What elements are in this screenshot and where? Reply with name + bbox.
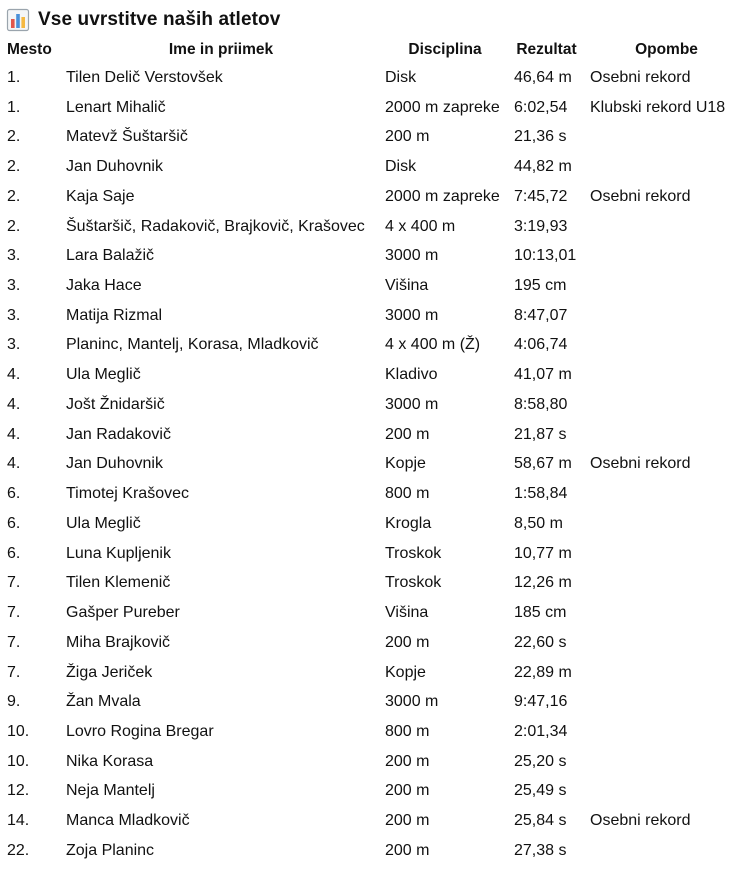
cell-result: 25,20 s — [514, 752, 567, 770]
cell-name: Gašper Pureber — [66, 604, 180, 622]
cell-notes — [585, 122, 748, 152]
cell-place: 6. — [7, 514, 21, 532]
cell-name: Matevž Šuštaršič — [66, 128, 188, 146]
results-table — [0, 36, 748, 866]
cell-result: 21,87 s — [514, 425, 567, 443]
cell-result: 58,67 m — [514, 455, 572, 473]
header-discipline: Disciplina — [408, 40, 482, 58]
table-row — [0, 420, 748, 450]
cell-place: 10. — [7, 752, 30, 770]
cell-notes: Osebni rekord — [590, 68, 691, 86]
table-row — [0, 568, 748, 598]
cell-result: 22,60 s — [514, 633, 567, 651]
cell-notes — [585, 509, 748, 539]
cell-discipline: 2000 m zapreke — [385, 187, 500, 205]
cell-discipline: 2000 m zapreke — [385, 98, 500, 116]
page-header — [6, 6, 280, 34]
cell-name: Luna Kupljenik — [66, 544, 171, 562]
cell-place: 3. — [7, 247, 21, 265]
cell-discipline: 800 m — [385, 723, 430, 741]
cell-notes — [585, 331, 748, 361]
cell-name: Lenart Mihalič — [66, 98, 166, 116]
bar-chart-icon — [6, 8, 30, 32]
cell-discipline: Disk — [385, 158, 417, 176]
cell-name: Tilen Klemenič — [66, 574, 171, 592]
cell-discipline: Višina — [385, 277, 429, 294]
table-row — [0, 63, 748, 93]
cell-result: 41,07 m — [514, 366, 572, 384]
table-row — [0, 598, 748, 628]
cell-result: 25,84 s — [514, 812, 567, 830]
cell-result: 25,49 s — [514, 782, 567, 800]
cell-discipline: 200 m — [385, 425, 430, 443]
cell-name: Jan Radakovič — [66, 425, 171, 443]
cell-place: 3. — [7, 277, 21, 294]
cell-discipline: Višina — [385, 604, 429, 622]
cell-place: 2. — [7, 158, 21, 176]
cell-name: Šuštaršič, Radakovič, Brajkovič, Krašovec — [66, 217, 365, 235]
table-row — [0, 331, 748, 361]
cell-result: 27,38 s — [514, 841, 567, 859]
cell-notes — [585, 539, 748, 569]
page-title: Vse uvrstitve naših atletov — [38, 9, 281, 30]
cell-result: 12,26 m — [514, 574, 572, 592]
cell-name: Manca Mladkovič — [66, 812, 190, 830]
cell-name: Ula Meglič — [66, 366, 141, 384]
cell-result: 1:58,84 — [514, 485, 568, 503]
cell-result: 6:02,54 — [514, 98, 568, 116]
cell-discipline: 3000 m — [385, 247, 439, 265]
table-row — [0, 212, 748, 242]
cell-notes — [585, 301, 748, 331]
table-row — [0, 390, 748, 420]
cell-place: 4. — [7, 425, 21, 443]
header-result: Rezultat — [516, 40, 577, 58]
cell-discipline: Kladivo — [385, 366, 438, 384]
cell-discipline: 200 m — [385, 841, 430, 859]
table-header-row — [0, 36, 748, 63]
table-row — [0, 93, 748, 123]
cell-discipline: Krogla — [385, 514, 432, 532]
cell-notes: Klubski rekord U18 — [590, 98, 726, 116]
cell-notes — [585, 747, 748, 777]
table-row — [0, 628, 748, 658]
cell-notes — [585, 390, 748, 420]
cell-name: Lovro Rogina Bregar — [66, 723, 214, 741]
cell-name: Timotej Krašovec — [66, 485, 189, 503]
cell-notes — [585, 241, 748, 271]
cell-notes — [585, 152, 748, 182]
cell-place: 6. — [7, 485, 21, 503]
cell-place: 6. — [7, 544, 21, 562]
cell-discipline: 200 m — [385, 752, 430, 770]
table-row — [0, 152, 748, 182]
cell-result: 8:47,07 — [514, 306, 568, 324]
cell-place: 7. — [7, 633, 21, 651]
cell-discipline: 800 m — [385, 485, 430, 503]
cell-place: 4. — [7, 455, 21, 473]
table-row — [0, 747, 748, 777]
cell-name: Žiga Jeriček — [66, 663, 153, 681]
table-row — [0, 241, 748, 271]
cell-discipline: 3000 m — [385, 306, 439, 324]
cell-place: 2. — [7, 128, 21, 146]
cell-place: 4. — [7, 366, 21, 384]
cell-place: 7. — [7, 574, 21, 592]
cell-place: 4. — [7, 395, 21, 413]
cell-place: 14. — [7, 812, 30, 830]
cell-notes — [585, 212, 748, 242]
cell-place: 2. — [7, 187, 21, 205]
cell-name: Tilen Delič Verstovšek — [66, 68, 223, 86]
cell-discipline: 200 m — [385, 633, 430, 651]
cell-notes — [585, 658, 748, 688]
cell-notes — [585, 717, 748, 747]
cell-result: 22,89 m — [514, 663, 572, 681]
cell-name: Kaja Saje — [66, 187, 135, 205]
cell-discipline: 200 m — [385, 128, 430, 146]
cell-name: Planinc, Mantelj, Korasa, Mladkovič — [66, 336, 319, 354]
cell-result: 10:13,01 — [514, 247, 577, 265]
cell-name: Žan Mvala — [66, 693, 141, 711]
cell-notes — [585, 479, 748, 509]
cell-name: Jan Duhovnik — [66, 158, 163, 176]
cell-discipline: Troskok — [385, 544, 442, 562]
cell-result: 2:01,34 — [514, 723, 568, 741]
cell-result: 44,82 m — [514, 158, 572, 176]
cell-discipline: 4 x 400 m (Ž) — [385, 336, 481, 354]
cell-discipline: Disk — [385, 68, 417, 86]
cell-result: 46,64 m — [514, 68, 572, 86]
cell-discipline: 3000 m — [385, 693, 439, 711]
cell-discipline: Kopje — [385, 663, 426, 681]
cell-notes — [585, 777, 748, 807]
cell-notes — [585, 360, 748, 390]
table-row — [0, 479, 748, 509]
cell-notes — [585, 568, 748, 598]
table-row — [0, 658, 748, 688]
cell-discipline: Kopje — [385, 455, 426, 473]
cell-result: 8:58,80 — [514, 395, 568, 413]
cell-result: 185 cm — [514, 604, 567, 622]
cell-place: 3. — [7, 336, 21, 354]
cell-notes: Osebni rekord — [590, 455, 691, 473]
cell-name: Ula Meglič — [66, 514, 141, 532]
cell-notes: Osebni rekord — [590, 812, 691, 830]
cell-name: Miha Brajkovič — [66, 633, 171, 651]
cell-place: 1. — [7, 98, 21, 116]
cell-name: Zoja Planinc — [66, 841, 155, 859]
table-row — [0, 360, 748, 390]
cell-notes — [585, 628, 748, 658]
header-place: Mesto — [7, 40, 52, 58]
cell-notes — [585, 420, 748, 450]
cell-notes: Osebni rekord — [590, 187, 691, 205]
cell-place: 10. — [7, 723, 30, 741]
table-row — [0, 777, 748, 807]
cell-place: 1. — [7, 68, 21, 86]
cell-discipline: 3000 m — [385, 395, 439, 413]
cell-result: 8,50 m — [514, 514, 563, 532]
cell-place: 22. — [7, 841, 30, 859]
cell-result: 7:45,72 — [514, 187, 568, 205]
cell-result: 10,77 m — [514, 544, 572, 562]
cell-discipline: Troskok — [385, 574, 442, 592]
cell-notes — [585, 271, 748, 301]
cell-place: 7. — [7, 604, 21, 622]
cell-place: 2. — [7, 217, 21, 235]
cell-result: 3:19,93 — [514, 217, 568, 235]
cell-result: 21,36 s — [514, 128, 567, 146]
table-row — [0, 271, 748, 301]
cell-name: Matija Rizmal — [66, 306, 163, 324]
cell-discipline: 4 x 400 m — [385, 217, 456, 235]
header-name: Ime in priimek — [168, 40, 274, 58]
table-row — [0, 122, 748, 152]
cell-notes — [585, 836, 748, 866]
cell-result: 195 cm — [514, 277, 567, 294]
cell-place: 9. — [7, 693, 21, 711]
cell-name: Jaka Hace — [66, 277, 142, 294]
table-row — [0, 806, 748, 836]
header-notes: Opombe — [635, 40, 698, 58]
cell-place: 7. — [7, 663, 21, 681]
cell-discipline: 200 m — [385, 812, 430, 830]
cell-discipline: 200 m — [385, 782, 430, 800]
cell-place: 3. — [7, 306, 21, 324]
cell-notes — [585, 687, 748, 717]
table-row — [0, 509, 748, 539]
table-row — [0, 836, 748, 866]
table-row — [0, 182, 748, 212]
table-row — [0, 717, 748, 747]
cell-result: 4:06,74 — [514, 336, 568, 354]
cell-name: Neja Mantelj — [66, 782, 155, 800]
cell-name: Jan Duhovnik — [66, 455, 163, 473]
table-row — [0, 301, 748, 331]
cell-name: Jošt Žnidaršič — [66, 395, 165, 413]
cell-notes — [585, 598, 748, 628]
table-row — [0, 450, 748, 480]
cell-result: 9:47,16 — [514, 693, 568, 711]
table-row — [0, 687, 748, 717]
cell-name: Nika Korasa — [66, 752, 154, 770]
cell-place: 12. — [7, 782, 30, 800]
cell-name: Lara Balažič — [66, 247, 155, 265]
table-row — [0, 539, 748, 569]
